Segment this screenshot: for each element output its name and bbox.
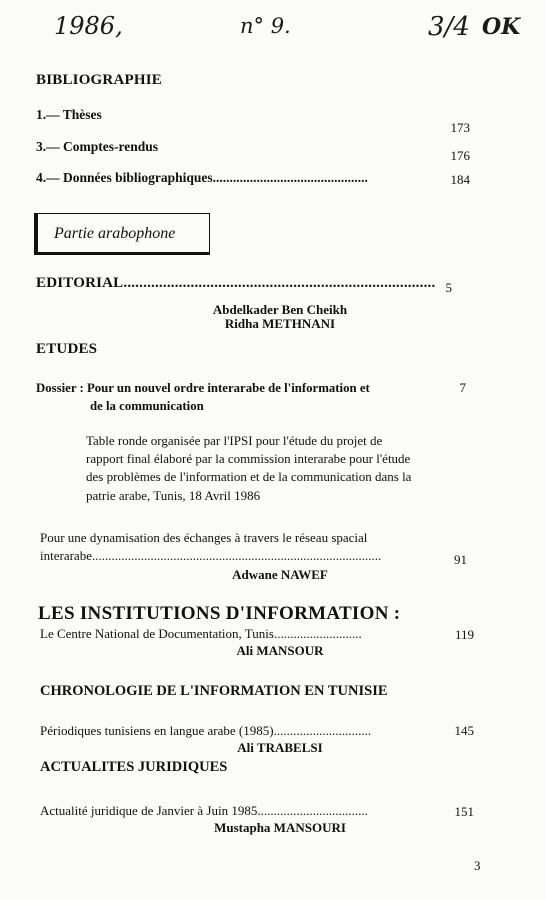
author-actualite-juridique: Mustapha MANSOURI: [214, 820, 346, 835]
toc-page-centre-national: 119: [454, 627, 474, 642]
toc-page-periodiques: 145: [454, 723, 474, 738]
author-editorial-1: Abdelkader Ben Cheikh: [212, 302, 348, 317]
toc-item-dynamisation-line2: interarabe.........................................................................................: [40, 548, 382, 563]
toc-item-centre-national: Le Centre National de Documentation, Tunis...........................: [40, 626, 362, 641]
toc-item-theses: 1.— Thèses: [36, 107, 102, 122]
handwritten-ratio: 3/4: [428, 12, 470, 42]
author-editorial-2: Ridha METHNANI: [224, 316, 336, 331]
handwritten-issue-number: n° 9.: [240, 14, 291, 38]
toc-item-dynamisation-line1: Pour une dynamisation des échanges à travers le réseau spacial: [40, 530, 368, 545]
author-centre-national: Ali MANSOUR: [236, 643, 324, 658]
section-bibliographie: BIBLIOGRAPHIE: [36, 72, 162, 88]
toc-item-actualite-juridique: Actualité juridique de Janvier à Juin 1985..................................: [40, 803, 368, 818]
author-dynamisation: Adwane NAWEF: [232, 567, 328, 582]
toc-item-donnees: 4.— Données bibliographiques..............................................: [36, 170, 368, 185]
toc-page-donnees: 184: [450, 172, 470, 187]
toc-item-dossier-line1: Dossier : Pour un nouvel ordre interarabe de l'information et: [36, 381, 370, 395]
toc-item-periodiques: Périodiques tunisiens en langue arabe (1985)..............................: [40, 723, 372, 738]
table-ronde-line4: patrie arabe, Tunis, 18 Avril 1986: [86, 488, 261, 503]
toc-page-actualite-juridique: 151: [454, 804, 474, 819]
toc-item-editorial: EDITORIAL...............................................................................: [36, 275, 436, 291]
section-institutions: LES INSTITUTIONS D'INFORMATION :: [38, 603, 401, 624]
handwritten-year: 1986,: [54, 12, 123, 40]
section-etudes: ETUDES: [36, 341, 98, 357]
section-chronologie: CHRONOLOGIE DE L'INFORMATION EN TUNISIE: [40, 683, 388, 699]
table-ronde-line2: rapport final élaboré par la commission interarabe pour l'étude: [86, 451, 411, 466]
handwritten-ok: OK: [482, 14, 521, 40]
table-ronde-line3: des problèmes de l'information et de la communication dans la: [86, 469, 412, 484]
toc-page-dynamisation: 91: [454, 552, 467, 567]
table-ronde-line1: Table ronde organisée par l'IPSI pour l'étude du projet de: [86, 433, 383, 448]
section-juridiques: ACTUALITES JURIDIQUES: [40, 759, 228, 775]
page-number: 3: [474, 858, 481, 873]
toc-item-dossier-line2: de la communication: [90, 399, 204, 413]
toc-page-dossier: 7: [459, 380, 466, 395]
author-periodiques: Ali TRABELSI: [237, 740, 323, 755]
toc-page-theses: 173: [450, 120, 470, 135]
toc-item-comptes-rendus: 3.— Comptes-rendus: [36, 139, 159, 154]
partie-arabophone-label: Partie arabophone: [54, 225, 176, 242]
toc-page-comptes-rendus: 176: [450, 148, 470, 163]
partie-arabophone-box: [34, 213, 210, 255]
toc-page-editorial: 5: [445, 280, 452, 295]
